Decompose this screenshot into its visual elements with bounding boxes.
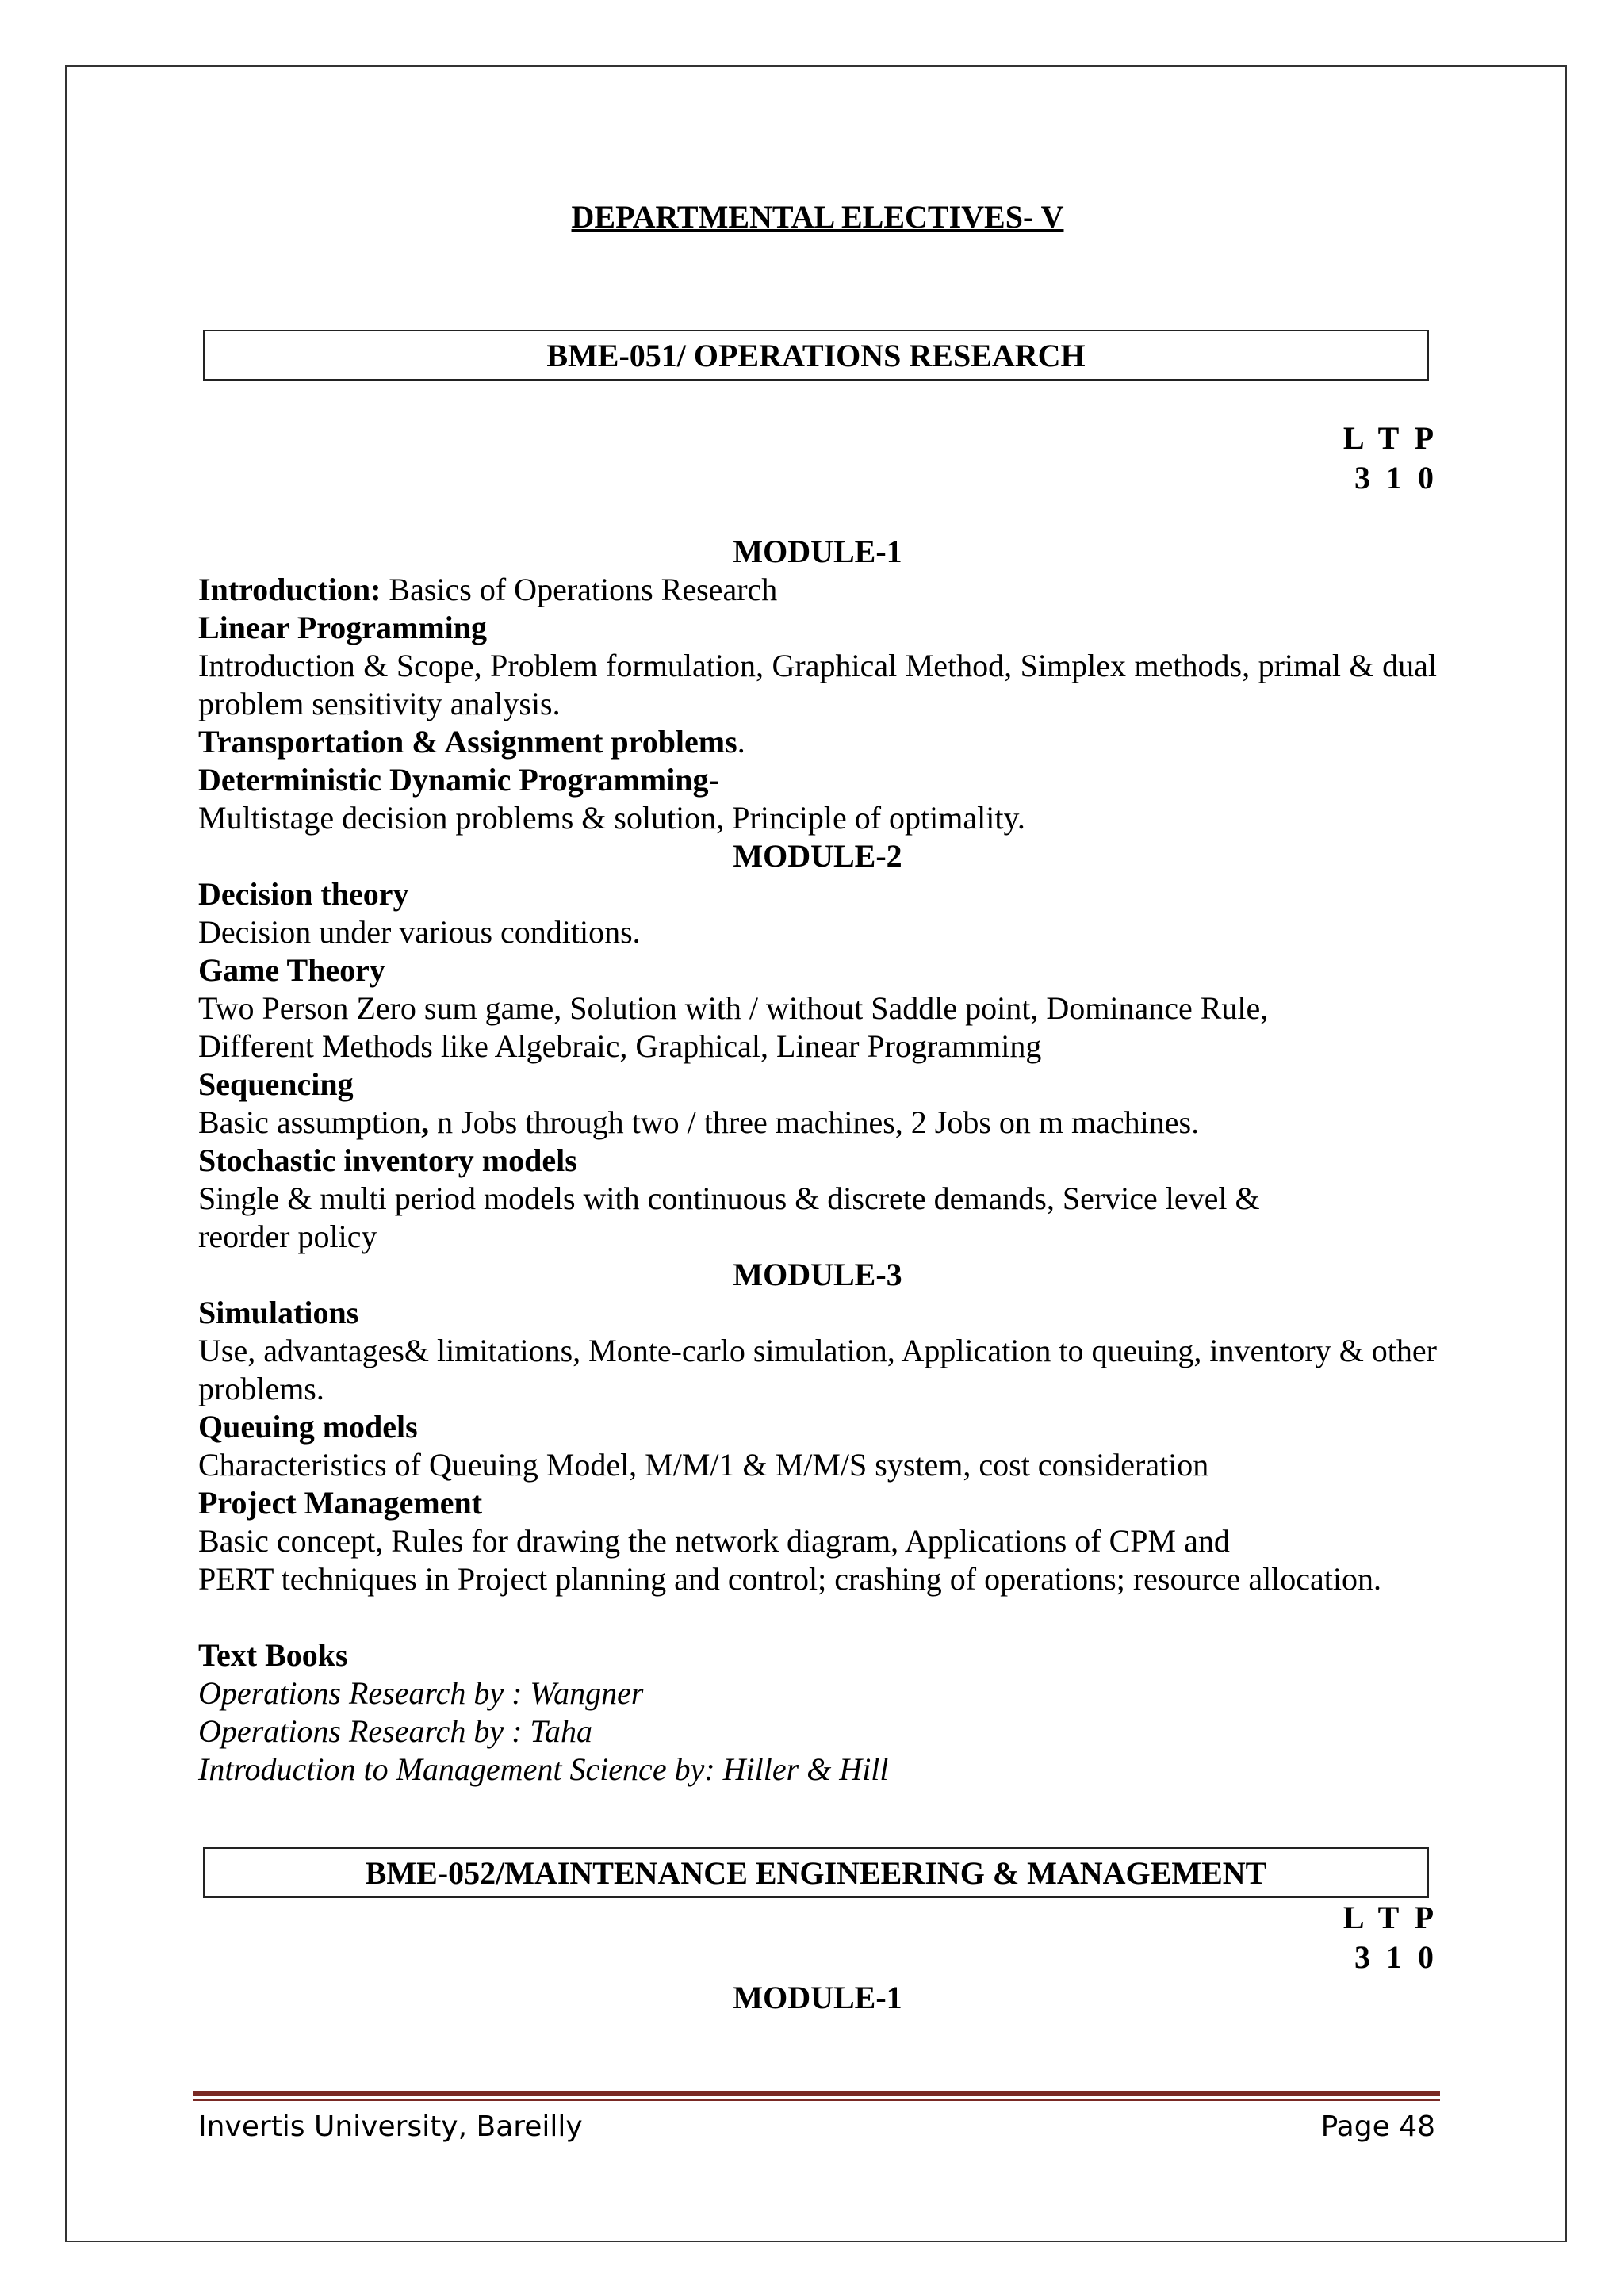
- pm-heading: Project Management: [198, 1485, 483, 1521]
- transport-heading: Transportation & Assignment problems: [198, 724, 737, 760]
- transport-suffix: .: [737, 724, 745, 760]
- game-heading: Game Theory: [198, 952, 385, 988]
- seq-text-b: n Jobs through two / three machines, 2 Jobs on m machines.: [429, 1104, 1200, 1140]
- lp-heading: Linear Programming: [198, 610, 488, 645]
- seq-text-a: Basic assumption: [198, 1104, 422, 1140]
- text-book-item: Operations Research by : Wangner: [198, 1675, 644, 1711]
- game-text-2: Different Methods like Algebraic, Graphical, Linear Programming: [198, 1028, 1042, 1064]
- text-books-heading: Text Books: [198, 1637, 348, 1673]
- game-text-1: Two Person Zero sum game, Solution with / without Saddle point, Dominance Rule,: [198, 990, 1269, 1026]
- pm-text-2: PERT techniques in Project planning and control; crashing of operations; resource allocation.: [198, 1561, 1382, 1597]
- ltp-header: L T P: [1342, 420, 1434, 456]
- text-book-item: Operations Research by : Taha: [198, 1713, 592, 1749]
- course-title-box-bme051: BME-051/ OPERATIONS RESEARCH: [203, 330, 1429, 381]
- intro-line: [198, 571, 1437, 609]
- footer-rule: [193, 2091, 1440, 2101]
- seq-text: [198, 1104, 1437, 1142]
- course-body-bme051: [198, 571, 1437, 1789]
- seq-heading: Sequencing: [198, 1066, 354, 1102]
- lp-text: Introduction & Scope, Problem formulation, Graphical Method, Simplex methods, primal & dual problem sensitivity analysis.: [198, 648, 1437, 721]
- queue-text: Characteristics of Queuing Model, M/M/1 & M/M/S system, cost consideration: [198, 1447, 1209, 1483]
- intro-text: Basics of Operations Research: [381, 572, 778, 607]
- seq-text-comma: ,: [421, 1104, 430, 1140]
- sim-heading: Simulations: [198, 1295, 359, 1330]
- text-book-item: Introduction to Management Science by: Hiller & Hill: [198, 1751, 889, 1787]
- course-title-box-bme052: BME-052/MAINTENANCE ENGINEERING & MANAGEMENT: [203, 1847, 1429, 1898]
- spacer: [198, 1598, 1437, 1636]
- module-2-heading: MODULE-2: [733, 838, 902, 874]
- queue-heading: Queuing models: [198, 1409, 418, 1445]
- ltp-block-bme051: [1343, 419, 1434, 498]
- decision-text: Decision under various conditions.: [198, 914, 641, 950]
- ddp-text: Multistage decision problems & solution, Principle of optimality.: [198, 800, 1025, 836]
- ltp-values: 3 1 0: [1354, 460, 1434, 496]
- department-title: DEPARTMENTAL ELECTIVES- V: [571, 199, 1064, 235]
- module-3-heading: MODULE-3: [733, 1257, 902, 1292]
- ltp-header: L T P: [1342, 1900, 1434, 1935]
- stoch-text-2: reorder policy: [198, 1219, 377, 1254]
- ltp-values: 3 1 0: [1354, 1939, 1434, 1975]
- bme052-module-1-heading: MODULE-1: [733, 1980, 902, 2015]
- ddp-heading: Deterministic Dynamic Programming-: [198, 762, 719, 798]
- stoch-text-1: Single & multi period models with continuous & discrete demands, Service level &: [198, 1181, 1260, 1216]
- stoch-heading: Stochastic inventory models: [198, 1142, 577, 1178]
- intro-label: Introduction:: [198, 572, 381, 607]
- decision-heading: Decision theory: [198, 876, 409, 912]
- module-1-heading: MODULE-1: [733, 534, 902, 569]
- transport-line: [198, 723, 1437, 761]
- footer-page-number: Page 48: [1320, 2110, 1435, 2143]
- sim-text: Use, advantages& limitations, Monte-carlo simulation, Application to queuing, inventory & other problems.: [198, 1333, 1437, 1406]
- ltp-block-bme052: [1343, 1898, 1434, 1977]
- footer-university: Invertis University, Bareilly: [198, 2110, 583, 2143]
- pm-text-1: Basic concept, Rules for drawing the network diagram, Applications of CPM and: [198, 1523, 1230, 1559]
